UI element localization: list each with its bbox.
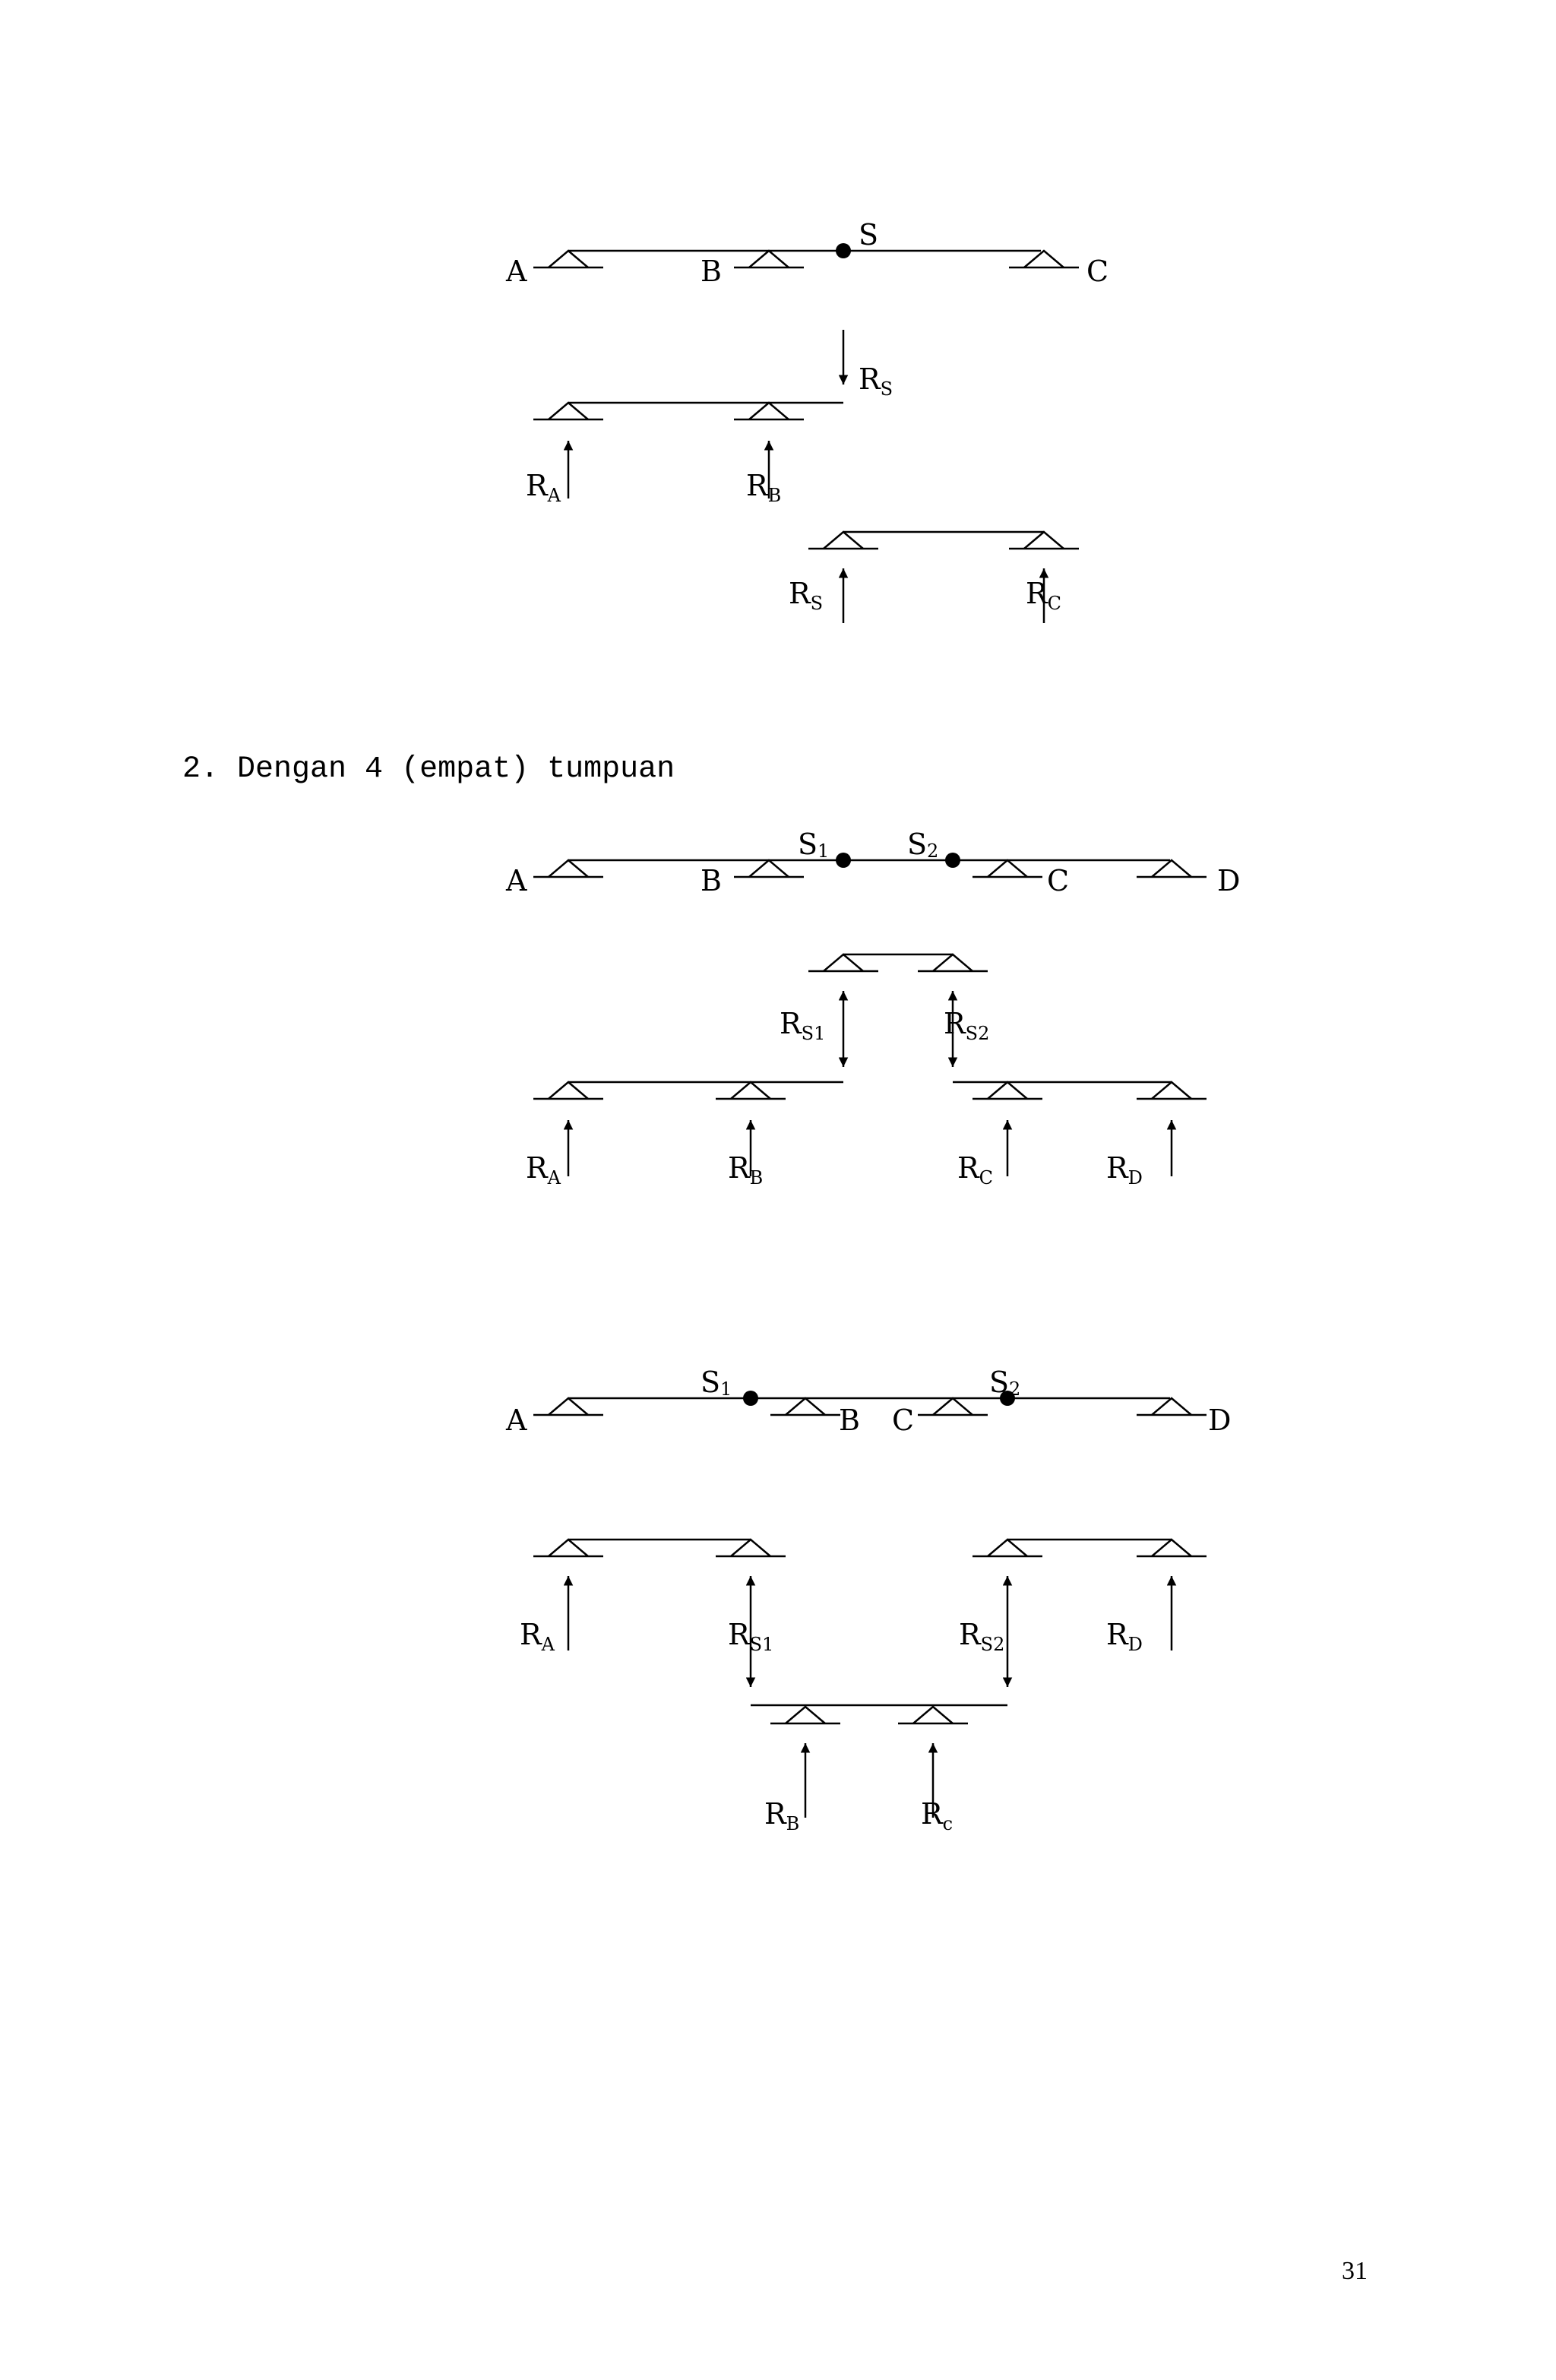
label-rb: RB (764, 1797, 800, 1834)
support-d-free (1137, 1540, 1207, 1556)
support-a-free (533, 1540, 603, 1556)
label-rc: RC (1026, 577, 1061, 614)
label-rc: RC (957, 1151, 993, 1188)
support-c (1009, 251, 1079, 267)
label-rd: RD (1106, 1151, 1143, 1188)
figure-gerber-4-supports-a (505, 828, 1240, 1188)
label-b: B (839, 1404, 860, 1437)
support-a (533, 1398, 603, 1415)
label-s1: S1 (701, 1366, 732, 1400)
label-a: A (506, 1404, 527, 1437)
support-s1-free (716, 1540, 786, 1556)
label-d: D (1217, 864, 1241, 897)
support-a-free (533, 1082, 603, 1099)
support-s2-free (918, 954, 988, 971)
label-c: C (1047, 864, 1070, 897)
hinge-s (836, 243, 851, 258)
support-c-free (972, 1082, 1042, 1099)
label-s: S (859, 218, 879, 252)
label-c: C (1086, 255, 1109, 288)
hinge-s1 (743, 1391, 758, 1406)
support-c (918, 1398, 988, 1415)
support-b (770, 1398, 840, 1415)
label-b: B (701, 255, 722, 288)
support-c (972, 860, 1042, 877)
label-ra: RA (520, 1618, 555, 1655)
support-s1-free (808, 954, 878, 971)
support-c-free (1009, 532, 1079, 549)
label-c: C (892, 1404, 915, 1437)
support-b (734, 860, 804, 877)
label-rs-2: RS (789, 577, 824, 614)
label-rb: RB (728, 1151, 764, 1188)
support-s-free (808, 532, 878, 549)
label-rs2: RS2 (959, 1618, 1005, 1655)
label-ra: RA (526, 469, 561, 506)
support-b (734, 251, 804, 267)
figure-gerber-3-supports (505, 218, 1108, 623)
label-ra: RA (526, 1151, 561, 1188)
support-c-free (898, 1707, 968, 1723)
hinge-s1 (836, 853, 851, 868)
label-rb: RB (746, 469, 782, 506)
label-s2: S2 (907, 828, 939, 862)
support-s2-free (972, 1540, 1042, 1556)
support-a (533, 860, 603, 877)
label-s2: S2 (989, 1366, 1021, 1400)
support-b-free (716, 1082, 786, 1099)
section-title: Dengan 4 (empat) tumpuan (237, 752, 675, 786)
section-number: 2. (182, 752, 220, 786)
support-d-free (1137, 1082, 1207, 1099)
label-rs1: RS1 (728, 1618, 774, 1655)
support-d (1137, 860, 1207, 877)
support-a-free (533, 403, 603, 419)
support-d (1137, 1398, 1207, 1415)
label-rs: RS (859, 362, 893, 400)
label-b: B (701, 864, 722, 897)
support-a (533, 251, 603, 267)
label-a: A (506, 255, 527, 288)
label-rd: RD (1106, 1618, 1143, 1655)
label-s1: S1 (798, 828, 830, 862)
figure-gerber-4-supports-b (505, 1366, 1231, 1834)
label-rs2: RS2 (944, 1007, 990, 1044)
label-rc: Rc (921, 1797, 954, 1834)
support-b-free (770, 1707, 840, 1723)
label-d: D (1208, 1404, 1232, 1437)
hinge-s2 (945, 853, 960, 868)
label-a: A (506, 864, 527, 897)
page-number: 31 (1342, 2257, 1368, 2285)
section-heading (182, 752, 675, 786)
label-rs1: RS1 (780, 1007, 826, 1044)
support-b-free (734, 403, 804, 419)
